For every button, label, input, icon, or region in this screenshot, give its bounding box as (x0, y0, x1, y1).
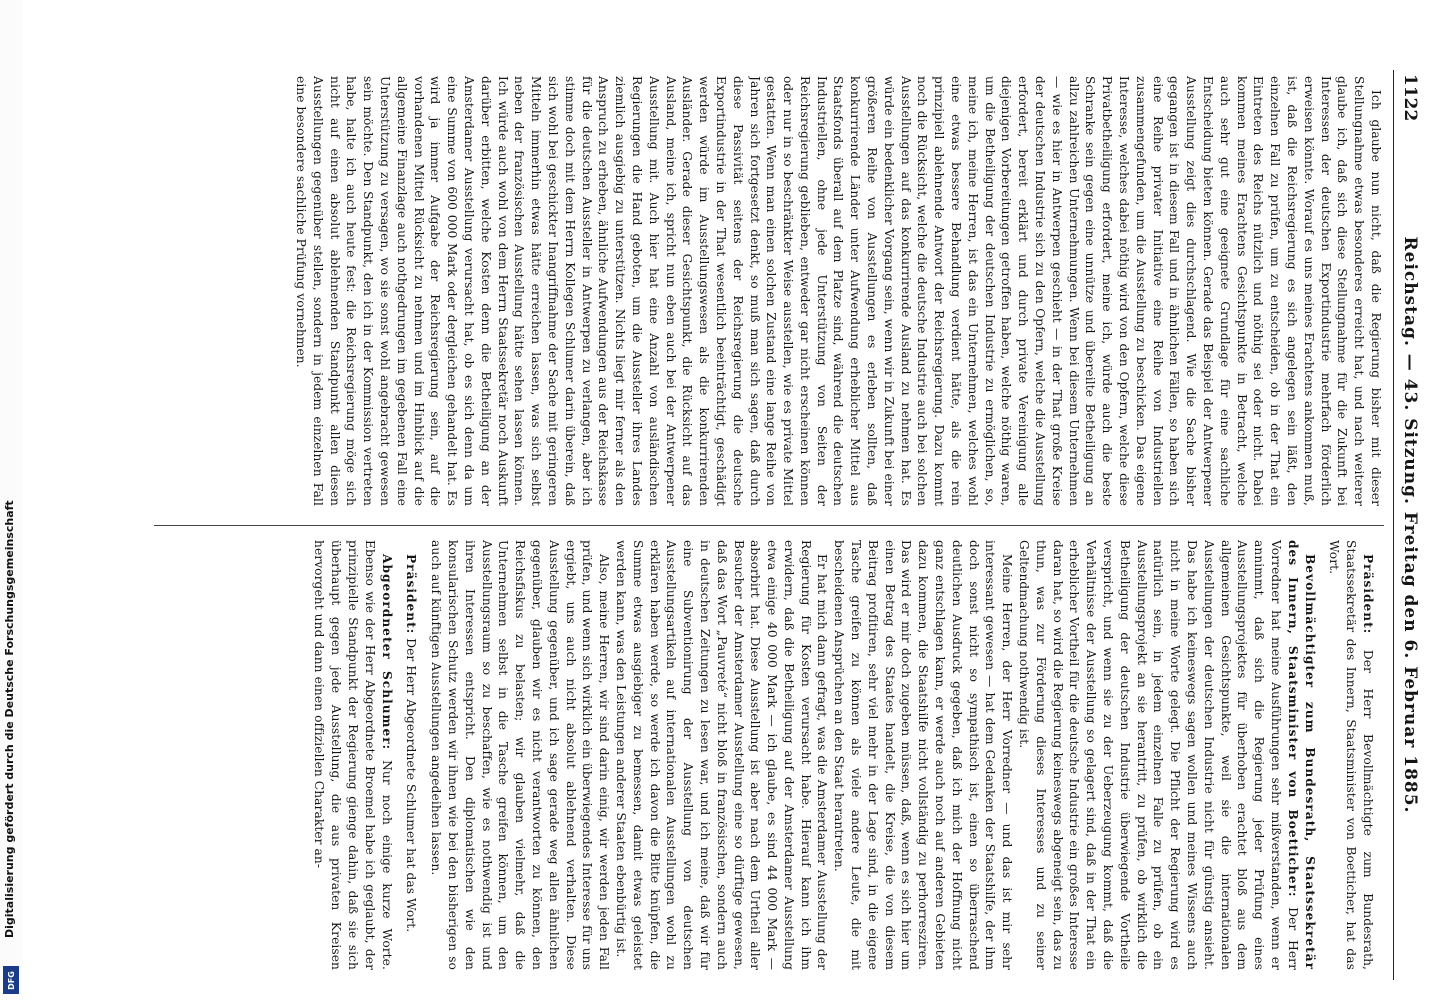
left-column (144, 76, 1384, 506)
newspaper-page (118, 70, 1428, 980)
speech-text: Nur noch einige kurze Worte. Ebenso wie der Herr Abgeordnete Broemel habe ich geglaubt, der prinzipielle Standpunkt der Regierung gienge dahin, daß sie sich überhaupt gegen jede Ausstellung, die aus privaten Kreisen hervorgeht und dann einen offiziellen Charakter an- (312, 540, 394, 970)
speech-text: Meine Herren, der Herr Vorredner — und das ist mir sehr interessant gewesen — hat dem Gedanken der Staatshilfe, der ihm doch sonst nicht so sympathisch ist, einen so überraschend deutlichen Ausdruck gegeben, daß ich mich der Hoffnung nicht ganz entschlagen kann, er werde auch noch auf anderen Gebieten dazu kommen, die Staatshilfe nicht vollständig zu perhorresziren. Das wird er mir doch zugeben müssen, daß, wenn es sich hier um einen Betrag des Staates handelt, die Kreise, die von diesem Beitrag profitiren, sehr viel mehr in der Lage sind, in die eigene Tasche greifen zu können als viele andere Leute, die mit bescheidenen Ansprüchen an den Staat herantreten. (832, 540, 1015, 970)
speech-paragraph (831, 540, 1016, 970)
running-head: Reichstag. — 43. Sitzung. Freitag den 6. Februar 1885. (1400, 236, 1420, 814)
speech-paragraph (311, 540, 395, 970)
page-header (1393, 70, 1428, 980)
speech-text: Der Herr Bevollmächtigte zum Bundesrath, Staatssekretär des Innern, Staatsminister von Boetticher, hat das Wort. (1327, 540, 1375, 970)
speech-text: Also, meine Herren, wir sind darin einig, wir werden jeden Fall prüfen, und wenn sich wirklich ein überwiegendes Interesse für uns ergiebt, uns auch nicht absolut ablehnend verhalten. Diese Ausstellung gegenüber, und ich sage gerade weg allen ähnlichen gegenüber, glauben wir es nicht verantworten zu können, den Reichsfiskus zu belasten; wir glauben vielmehr, daß die Unternehmen selbst in die Tasche greifen können, um den Ausstellungsraum so zu beschaffen, wie es nothwendig ist und ihren Interessen entspricht. Den diplomatischen wie den konsularischen Schutz werden wir ihnen wie bei den bisherigen so auch auf künftigen Ausstellungen angedeihen lassen. (429, 540, 612, 970)
speaker-name: Abgeordneter Schlumer: (379, 554, 394, 751)
speech-paragraph (1326, 540, 1376, 970)
right-column (144, 540, 1384, 970)
page-number: 1122 (1400, 74, 1420, 122)
speech-text: Er hat mich dann gefragt, was die Amsterdamer Ausstellung der Regierung für Kosten verursacht habe. Hierauf kann ich ihm erwidern, daß die Betheiligung auf der Amsterdamer Ausstellung etwa einige 40 000 Mark — ich glaube, es sind 44 000 Mark — absorbirt hat. Diese Ausstellung ist aber nach dem Urtheil aller Besucher der Amsterdamer Ausstellung eine so dürftige gewesen, daß das Wort „Pauvreté“ nicht bloß in französischen, sondern auch in deutschen Zeitungen zu lesen war, und ich meine, daß wir für eine Subventionirung der Ausstellung von deutschen Ausstellungsartikeln auf internationalen Ausstellungen wohl zu erklären haben werde, so werde ich davon die Bitte knüpfen, die Summe etwas ausgiebiger zu bemessen, damit etwas geleistet werden kann, was den Leistungen anderer Staaten ebenbürtig ist. (613, 540, 830, 970)
speech-text: Der Herr Vorredner hat meine Ausführungen sehr mißverstanden, wenn er annimmt, daß sich die Regierung jeder Prüfung eines Ausstellungsprojektes für überhoben erachtet bloß aus dem allgemeinen Gesichtspunkte, weil sie die internationalen Ausstellungen der deutschen Industrie nicht für günstig ansieht. Das habe ich keineswegs sagen wollen und meines Wissens auch nicht in meine Worte gelegt. Die Pflicht der Regierung wird es natürlich sein, in jedem einzelnen Falle zu prüfen, ob ein Ausstellungsprojekt an sie herantritt, zu prüfen, ob wirklich die Betheiligung der deutschen Industrie überwiegende Vortheile verspricht, und wenn sie zu der Ueberzeugung kommt, daß die Verhältnisse der Ausstellung so gelagert sind, daß in der That ein erheblicher Vortheil für die deutsche Industrie ein großes Interesse daran hat, so wird die Regierung keineswegs abgeneigt sein, das zu thun, was zur Förderung dieses Interesses und zu seiner Geltendmachung nothwendig ist. (1017, 540, 1300, 970)
column-divider (154, 525, 1384, 526)
digitization-strip (0, 0, 22, 1000)
speech-paragraph (1015, 540, 1317, 970)
speaker-name: Präsident: (1361, 554, 1375, 635)
speech-paragraph (403, 540, 420, 970)
speech-paragraph: Ich glaube nun nicht, daß die Regierung bisher mit dieser Stellungnahme etwas besonderes erreicht hat, und nach weiterer glaube ich, daß sich diese Stellungnahme für die Zukunft bei Interessen der deutschen Exportindustrie mehrfach förderlich erweisen könnte. Worauf es uns meines Erachtens ankommen muß, ist, daß die Reichsregierung es sich angelegen sein läßt, den einzelnen Fall zu prüfen, um zu entscheiden, ob in der That ein Eintreten des Reichs nützlich und nöthig sei oder nicht. Dabei kommen meines Erachtens Gesichtspunkte in Betracht, welche auch sehr gut eine geeignete Grundlage für eine sachliche Entscheidung bieten können. Gerade das Beispiel der Antwerpener Ausstellung zeigt dies durchschlagend. Wie die Sache bisher gegangen ist in diesem Fall und in ähnlichen Fällen, so haben sich eine Reihe privater Initiative eine Reihe von Industriellen zusammengefunden, um die Ausstellung zu beschicken. Das eigene Interesse, welches dabei nöthig wird von den Opfern, welche diese Privatbetheiligung erfordert, meine ich, würde auch die beste Schranke sein gegen eine unnütze und übereilte Betheiligung an allzu zahlreichen Unternehmungen. Wenn bei diesem Unternehmen — wie es hier in Antwerpen geschieht — in der That große Kreise der deutschen Industrie sich zu den Opfern, welche die Ausstellung erfordert, bereit erklärt und durch private Vereinigung alle diejenigen Vorbereitungen getroffen haben, welche nöthig waren, um die Betheiligung der deutschen Industrie zu ermöglichen, so, meine ich, meine Herren, ist das ein Unternehmen, welches wohl eine etwas bessere Behandlung verdient hätte, als die rein prinzipiell ablehnende Antwort der Reichsregierung. Dazu kommt noch die Rücksicht, welche die deutsche Industrie auch bei solchen Ausstellungen auf das konkurrirende Ausland zu nehmen hat. Es würde ein bedenklicher Vorgang sein, wenn wir in Zukunft bei einer größeren Reihe von Ausstellungen es erleben sollten, daß konkurrirende Länder unter Aufwendung erheblicher Mittel aus Staatsfonds überall auf dem Platze sind, während die deutschen Industriellen, ohne jede Unterstützung von Seiten der Reichsregierung geblieben, entweder gar nicht erscheinen können oder nur in so beschränkter Weise ausstellen, wie es private Mittel gestatten. Wenn man einen solchen Zustand eine lange Reihe von Jahren sich fortgesetzt denkt, so muß man sich sagen, daß durch diese Passivität seitens der Reichsregierung die deutsche Exportindustrie in der That wesentlich beeinträchtigt, geschädigt werden würde im Ausstellungswesen als die konkurrirenden Ausländer. Gerade dieser Gesichtspunkt, die Rücksicht auf das Ausland, meine ich, spricht nun eben auch bei der Antwerpener Ausstellung mit. Auch hier hat eine Anzahl von ausländischen Regierungen die Hand geboten, um die Aussteller ihres Landes ziemlich ausgiebig zu unterstützen. Nichts liegt mir ferner als den Anspruch zu erheben, ähnliche Aufwendungen aus der Reichskasse für die deutschen Aussteller in Antwerpen zu verlangen, aber ich stimme doch mit dem Herrn Kollegen Schlumer darin überein, daß sich wohl bei geschickter Inangriffnahme der Sache mit geringeren Mitteln immerhin etwas hätte erreichen lassen, was sich selbst neben der französischen Ausstellung hätte sehen lassen können. Ich würde auch wohl von dem Herrn Staatssekretär noch Auskunft darüber erbitten, welche Kosten denn die Betheiligung an der Amsterdamer Ausstellung verursacht hat, ob es sich denn da um eine Summe von 600 000 Mark oder dergleichen gehandelt hat. Es wird ja immer Aufgabe der Reichsregierung sein, auf die vorhandenen Mittel Rücksicht zu nehmen und im Hinblick auf die allgemeine Finanzlage auch nothgedrungen im gegebenen Fall eine Unterstützung zu versagen, wo sie sonst wohl angebracht gewesen sein möchte. Den Standpunkt, den ich in der Kommission vertreten habe, halte ich auch heute fest: die Reichsregierung möge sich nicht auf einen absolut ablehnenden Standpunkt allen diesen Ausstellungen gegenüber stellen, sondern in jedem einzelnen Fall eine besondere sachliche Prüfung vornehmen. (294, 76, 1383, 506)
speech-paragraph (427, 540, 612, 970)
dfg-logo: DFG (3, 966, 19, 994)
speech-text: Der Herr Abgeordnete Schlumer hat das Wort. (404, 638, 419, 933)
speaker-name: Bevollmächtigter zum Bundesrath, Staatssekretär des Innern, Staatsminister von Boetticher: (1285, 540, 1317, 970)
digitization-note: Digitalisierung gefördert durch die Deutsche Forschungsgemeinschaft (3, 500, 16, 938)
speech-paragraph (612, 540, 830, 970)
speaker-name: Präsident: (404, 554, 419, 635)
